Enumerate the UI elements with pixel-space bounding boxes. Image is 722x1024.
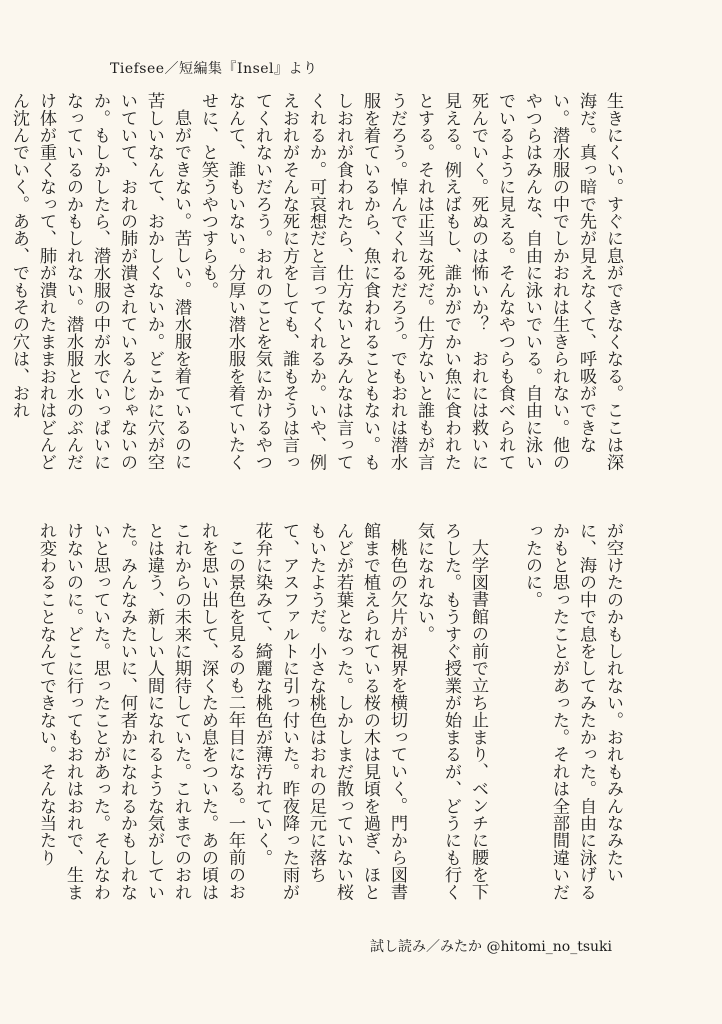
blank-line: [491, 522, 518, 914]
paragraph: 息ができない。苦しい。潜水服を着ているのに苦しいなんて、おかしくないか。どこかに穴が空いていて、おれの肺が潰されているんじゃないのか。もしかしたら、潜水服の中が水でいっぱいになっているのかもしれない。潜水服と水のぶんだけ体が重くなって、肺が潰れたままおれはどんどん沈んでいく。ああ、でもその穴は、おれ: [9, 92, 191, 471]
page-header: Tiefsee／短編集『Insel』より: [110, 61, 318, 77]
text-block-bottom: [36, 522, 626, 914]
page-footer: 試し読み／みたか @hitomi_no_tsuki: [370, 939, 612, 955]
paragraph: 大学図書館の前で立ち止まり、ベンチに腰を下ろした。もうすぐ授業が始まるが、どうにも行く気になれない。: [414, 522, 488, 901]
paragraph: 桃色の欠片が視界を横切っていく。門から図書館まで植えられている桜の木は見頃を過ぎ、ほとんどが若葉となった。しかしまだ散っていない桜もいたようだ。小さな桃色はおれの足元に落ちて、アスファルトに引っ付いた。昨夜降った雨が花弁に染みて、綺麗な桃色が薄汚れていく。: [252, 522, 407, 901]
paragraph: 生きにくい。すぐに息ができなくなる。ここは深海だ。真っ暗で先が見えなくて、呼吸ができない。潜水服の中でしかおれは生きられない。他のやつらはみんな、自由に泳いでいる。自由に泳いでいるように見える。そんなやつらも食べられて死んでいく。死ぬのは怖いか？ おれには救いに見える。例えばもし、誰かがでかい魚に食われたとする。それは正当な死だ。仕方ないと誰もが言うだろう。悼んでくれるだろう。でもおれは潜水服を着ているから、魚に食われることもない。もしおれが食われたら、仕方ないとみんなは言ってくれるか。可哀想だと言ってくれるか。いや、例えおれがそんな死に方をしても、誰もそうは言ってくれないだろう。おれのことを気にかけるやつなんて、誰もいない。分厚い潜水服を着ていたくせに、と笑うやつすらも。: [198, 92, 623, 471]
paragraph: が空けたのかもしれない。おれもみんなみたいに、海の中で息をしてみたかった。自由に泳げるかもと思ったことがあった。それは全部間違いだったのに。: [522, 522, 623, 901]
text-block-top: [9, 92, 626, 484]
paragraph: この景色を見るのも二年目になる。一年前のおれを思い出して、深くため息をついた。あの頃はこれからの未来に期待していた。これまでのおれとは違う、新しい人間になれるような気がしていた。みんなみたいに、何者かになれるかもしれないと思っていた。思ったことがあった。そんなわけないのに。どこに行ってもおれはおれで、生まれ変わることなんてできない。そんな当たり: [36, 522, 245, 901]
